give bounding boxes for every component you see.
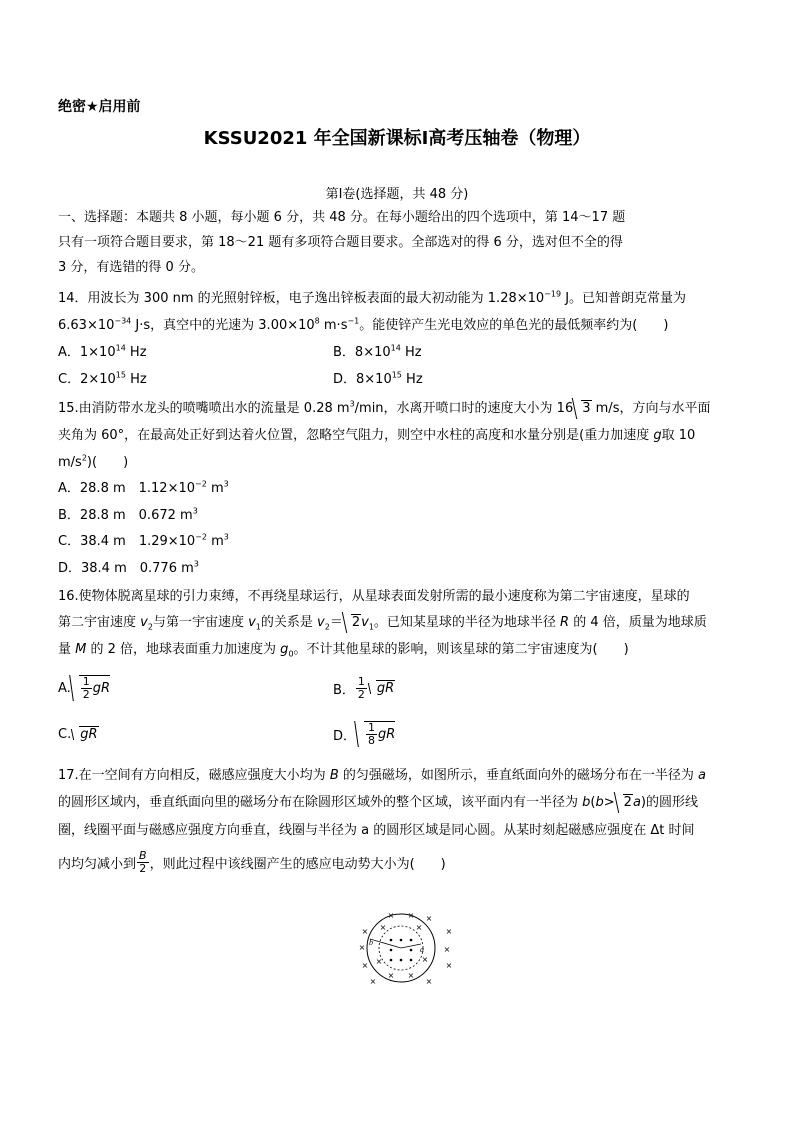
q17-line-3: 圈，线圈平面与磁感应强度方向垂直，线圈与半径为 a 的圆形区域是同心圆。从某时刻起磁感应强度在 Δt 时间 [58, 823, 695, 838]
svg-text:×: × [361, 927, 369, 936]
out-of-page-dots [390, 939, 413, 962]
exam-title: KSSU2021 年全国新课标Ⅰ高考压轴卷（物理） [203, 128, 591, 149]
svg-text:×: × [407, 971, 415, 980]
q15-line-3: $m/s^2$)( ) [58, 453, 129, 470]
magnetic-field-figure [357, 912, 457, 996]
q15-line-1: 15.由消防带水龙头的喷嘴喷出水的流量是 0.28 $m^3/\min$，水离开喷口时的速度大小为 16 3 m/s，方向与水平面 [58, 396, 710, 421]
svg-text:×: × [358, 943, 366, 952]
q15-option-d: D．38.4 m 0.776 $m^3$ [58, 559, 199, 576]
q15-line-2: 夹角为 60°，在最高处正好到达着火位置，忽略空气阻力，则空中水柱的高度和水量分别是(重力加速度 g取 10 [58, 428, 696, 443]
confidential-mark: 绝密★启用前 [58, 99, 141, 115]
q16-line-1: 16.使物体脱离星球的引力束缚，不再绕星球运行，从星球表面发射所需的最小速度称为第二宇宙速度，星球的 [58, 589, 690, 604]
q16-option-c: C. gR [58, 726, 98, 742]
q16-option-b: B． $\frac{1}{2}$ gR [333, 674, 395, 701]
label-a: a [420, 945, 424, 954]
q16-option-d: D． $\frac{1}{8}$ gR [333, 721, 396, 747]
instruction-line-1: 一、选择题：本题共 8 小题，每小题 6 分，共 48 分。在每小题给出的四个选项中，第 14～17 题 [58, 210, 626, 225]
instruction-line-3: 3 分，有选错的得 0 分。 [58, 260, 204, 275]
label-b: b [369, 938, 373, 947]
q16-option-a: A. $\frac{1}{2}$ gR [58, 675, 111, 701]
q14-option-c: C．$2\times 10^{15}$ Hz [58, 370, 147, 387]
svg-text:×: × [425, 977, 433, 986]
q15-option-b: B．28.8 m 0.672 $m^3$ [58, 506, 198, 523]
svg-text:×: × [387, 971, 395, 980]
q15-option-a: A．28.8 m $1.12\times 10^{-2}$ $m^3$ [58, 479, 229, 496]
svg-text:×: × [379, 923, 387, 932]
svg-text:×: × [425, 914, 433, 923]
svg-text:×: × [387, 912, 395, 920]
svg-text:×: × [415, 923, 423, 932]
instruction-line-2: 只有一项符合题目要求，第 18～21 题有多项符合题目要求。全部选对的得 6 分，选对但不全的得 [58, 235, 623, 250]
q16-line-2: 第二宇宙速度 $v_2$与第一宇宙速度 $v_1$的关系是 $v_2= 2v_1$。已知某星球的半径为地球半径 R 的 4 倍，质量为地球质 [58, 610, 707, 635]
q15-option-c: C．38.4 m $1.29\times 10^{-2}$ $m^3$ [58, 532, 229, 549]
q17-line-4: 内均匀减小到 $\frac{B}{2}$ ，则此过程中该线圈产生的感应电动势大小为( ) [58, 848, 446, 875]
svg-text:×: × [421, 955, 429, 964]
svg-text:×: × [445, 927, 453, 936]
q16-line-3: 量 M 的 2 倍，地球表面重力加速度为 $g_0$。不计其他星球的影响，则该星球的第二宇宙速度为( ) [58, 642, 629, 659]
radius-b-line [370, 939, 401, 948]
q14-option-b: B．$8\times 10^{14}$ Hz [333, 343, 422, 360]
q14-line-2: $6.63\times 10^{-34}$ J·s，真空中的光速为 $3.00\times 10^8$ $m\cdot s^{-1}$。能使锌产生光电效应的单色光的最低频率约为( ) [58, 316, 669, 333]
svg-text:×: × [445, 961, 453, 970]
q17-line-2: 的圆形区域内，垂直纸面向里的磁场分布在除圆形区域外的整个区域，该平面内有一半径为 b(b> 2a)的圆形线 [58, 790, 698, 815]
svg-text:×: × [407, 912, 415, 920]
q14-option-a: A．$1\times 10^{14}$ Hz [58, 343, 147, 360]
svg-text:×: × [443, 945, 451, 954]
section-heading: 第Ⅰ卷(选择题，共 48 分) [325, 187, 469, 202]
svg-text:×: × [361, 961, 369, 970]
q14-option-d: D．$8\times 10^{15}$ Hz [333, 370, 423, 387]
into-page-crosses [359, 912, 453, 986]
svg-text:×: × [369, 977, 377, 986]
radius-a-line [401, 944, 421, 948]
q17-line-1: 17.在一空间有方向相反，磁感应强度大小均为 B 的匀强磁场，如图所示，垂直纸面向外的磁场分布在一半径为 a [58, 768, 706, 783]
svg-text:×: × [375, 957, 383, 966]
q14-line-1: 14．用波长为 300 nm 的光照射锌板，电子逸出锌板表面的最大初动能为 $1.28\times 10^{-19}$ J。已知普朗克常量为 [58, 289, 687, 306]
coil-field-diagram [357, 912, 457, 992]
